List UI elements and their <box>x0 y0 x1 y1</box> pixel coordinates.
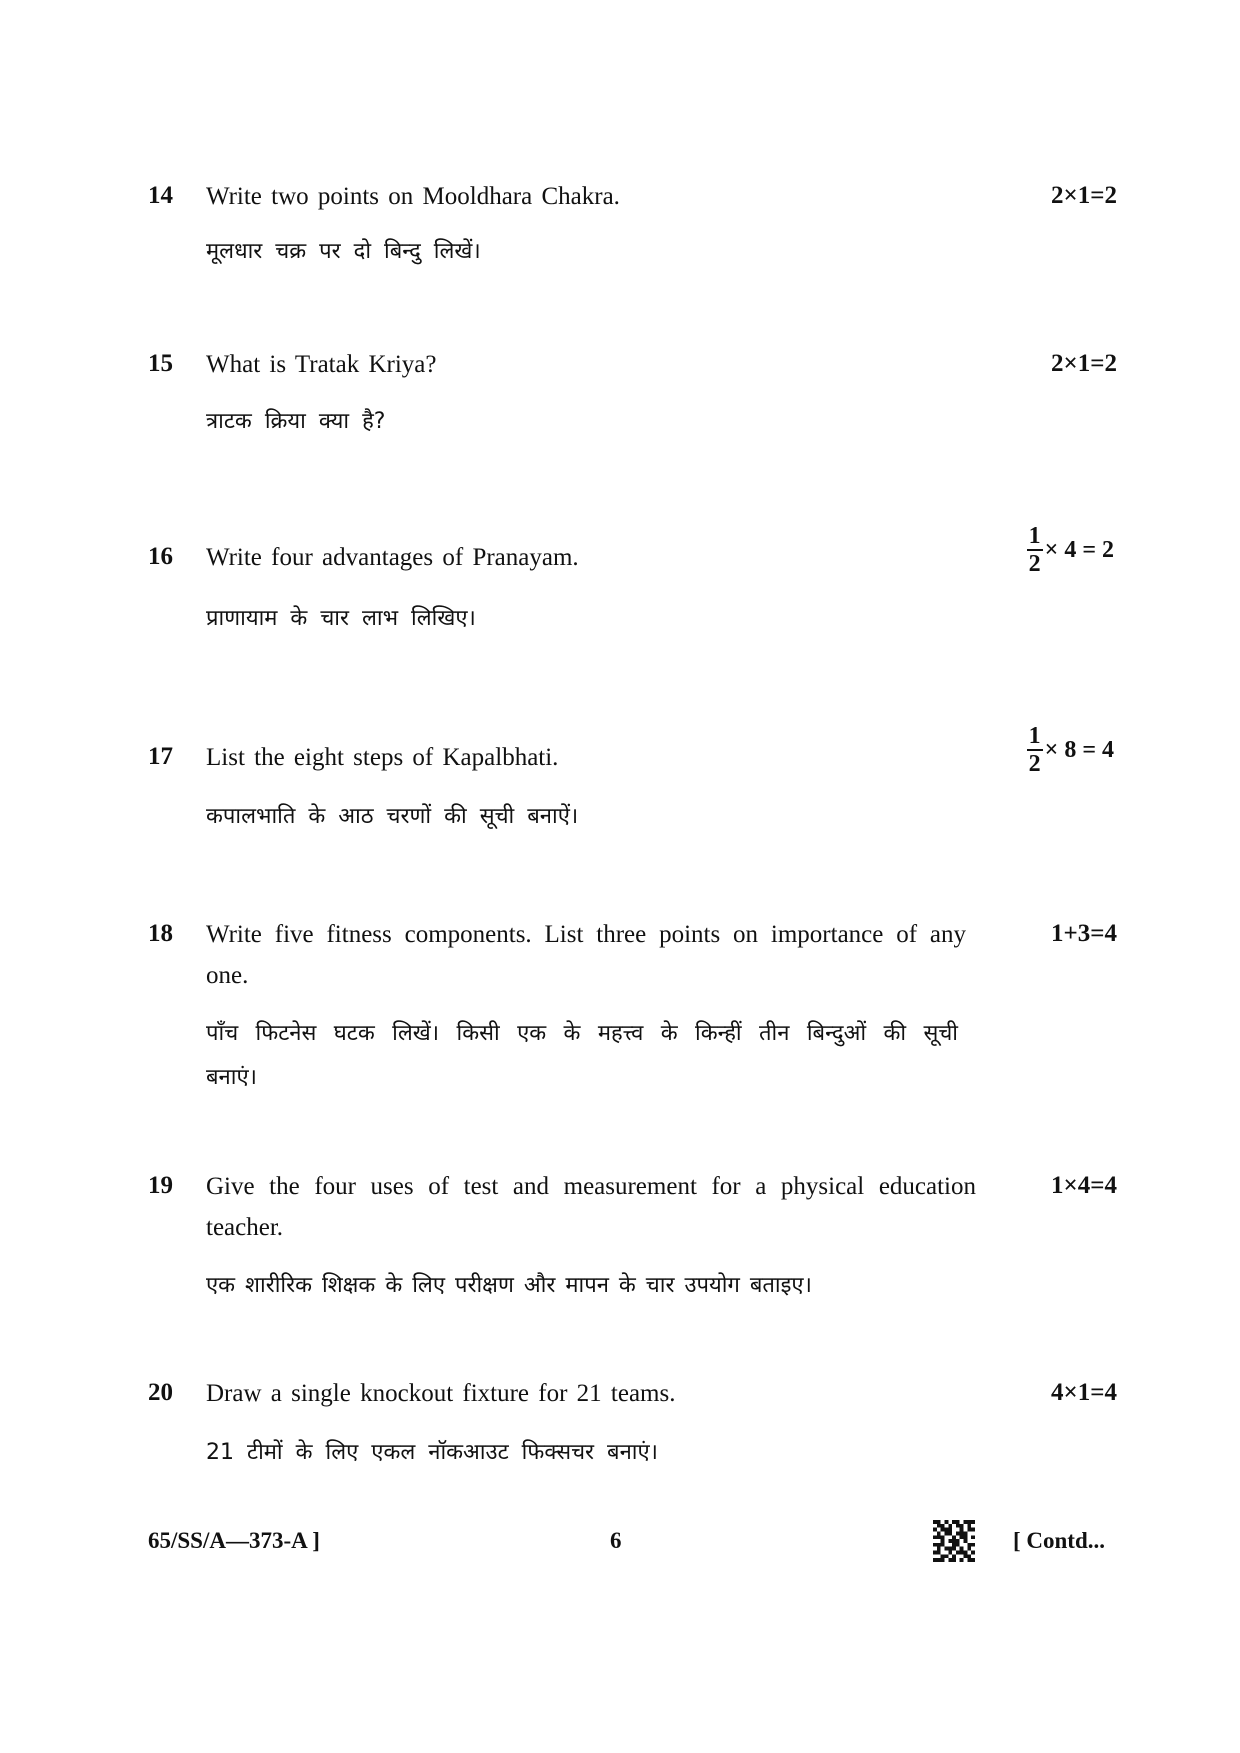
question-number: 16 <box>148 543 173 570</box>
question-text: What is Tratak Kriya? <box>206 351 437 378</box>
question-text: Write two points on Mooldhara Chakra. <box>206 183 620 210</box>
fraction <box>1027 723 1043 777</box>
question-marks <box>1027 723 1114 777</box>
question-marks: 1×4=4 <box>1051 1172 1117 1199</box>
question-marks <box>1027 523 1114 577</box>
question-text: Give the four uses of test and measurement for a physical education teacher. <box>206 1173 976 1241</box>
question-number: 17 <box>148 743 173 770</box>
page-number: 6 <box>610 1528 622 1553</box>
fraction-numerator: 1 <box>1028 523 1041 549</box>
question-number: 18 <box>148 920 173 947</box>
question-number: 15 <box>148 350 173 377</box>
fraction <box>1027 523 1043 577</box>
question-text: Write four advantages of Pranayam. <box>206 544 579 571</box>
question-text-hindi: पाँच फिटनेस घटक लिखें। किसी एक के महत्त्व के किन्हीं तीन बिन्दुओं की सूची बनाएं। <box>206 1021 958 1090</box>
question-text-hindi: मूलधार चक्र पर दो बिन्दु लिखें। <box>206 239 481 264</box>
question-marks: 4×1=4 <box>1051 1379 1117 1406</box>
fraction-denominator: 2 <box>1028 751 1041 777</box>
question-text-hindi: प्राणायाम के चार लाभ लिखिए। <box>206 606 476 631</box>
fraction-numerator: 1 <box>1028 723 1041 749</box>
question-number: 19 <box>148 1172 173 1199</box>
question-text-hindi: 21 टीमों के लिए एकल नॉकआउट फिक्सचर बनाएं। <box>206 1440 659 1465</box>
marks-multiplier: × 4 = 2 <box>1044 536 1114 563</box>
question-text-hindi: एक शारीरिक शिक्षक के लिए परीक्षण और मापन के चार उपयोग बताइए। <box>206 1273 812 1298</box>
paper-code: 65/SS/A—373-A ] <box>148 1528 320 1553</box>
question-text: Write five fitness components. List three points on importance of any one. <box>206 921 966 989</box>
continued-label: [ Contd... <box>1013 1528 1106 1553</box>
question-text-hindi: कपालभाति के आठ चरणों की सूची बनाऐं। <box>206 804 579 829</box>
marks-multiplier: × 8 = 4 <box>1044 736 1114 763</box>
question-marks: 1+3=4 <box>1051 920 1117 947</box>
fraction-denominator: 2 <box>1028 551 1041 577</box>
question-text: Draw a single knockout fixture for 21 teams. <box>206 1380 676 1407</box>
qr-code-icon <box>932 1520 976 1562</box>
question-marks: 2×1=2 <box>1051 350 1117 377</box>
question-text-hindi: त्राटक क्रिया क्या है? <box>206 409 386 434</box>
question-number: 14 <box>148 182 173 209</box>
question-number: 20 <box>148 1379 173 1406</box>
question-marks: 2×1=2 <box>1051 182 1117 209</box>
question-text: List the eight steps of Kapalbhati. <box>206 744 559 771</box>
